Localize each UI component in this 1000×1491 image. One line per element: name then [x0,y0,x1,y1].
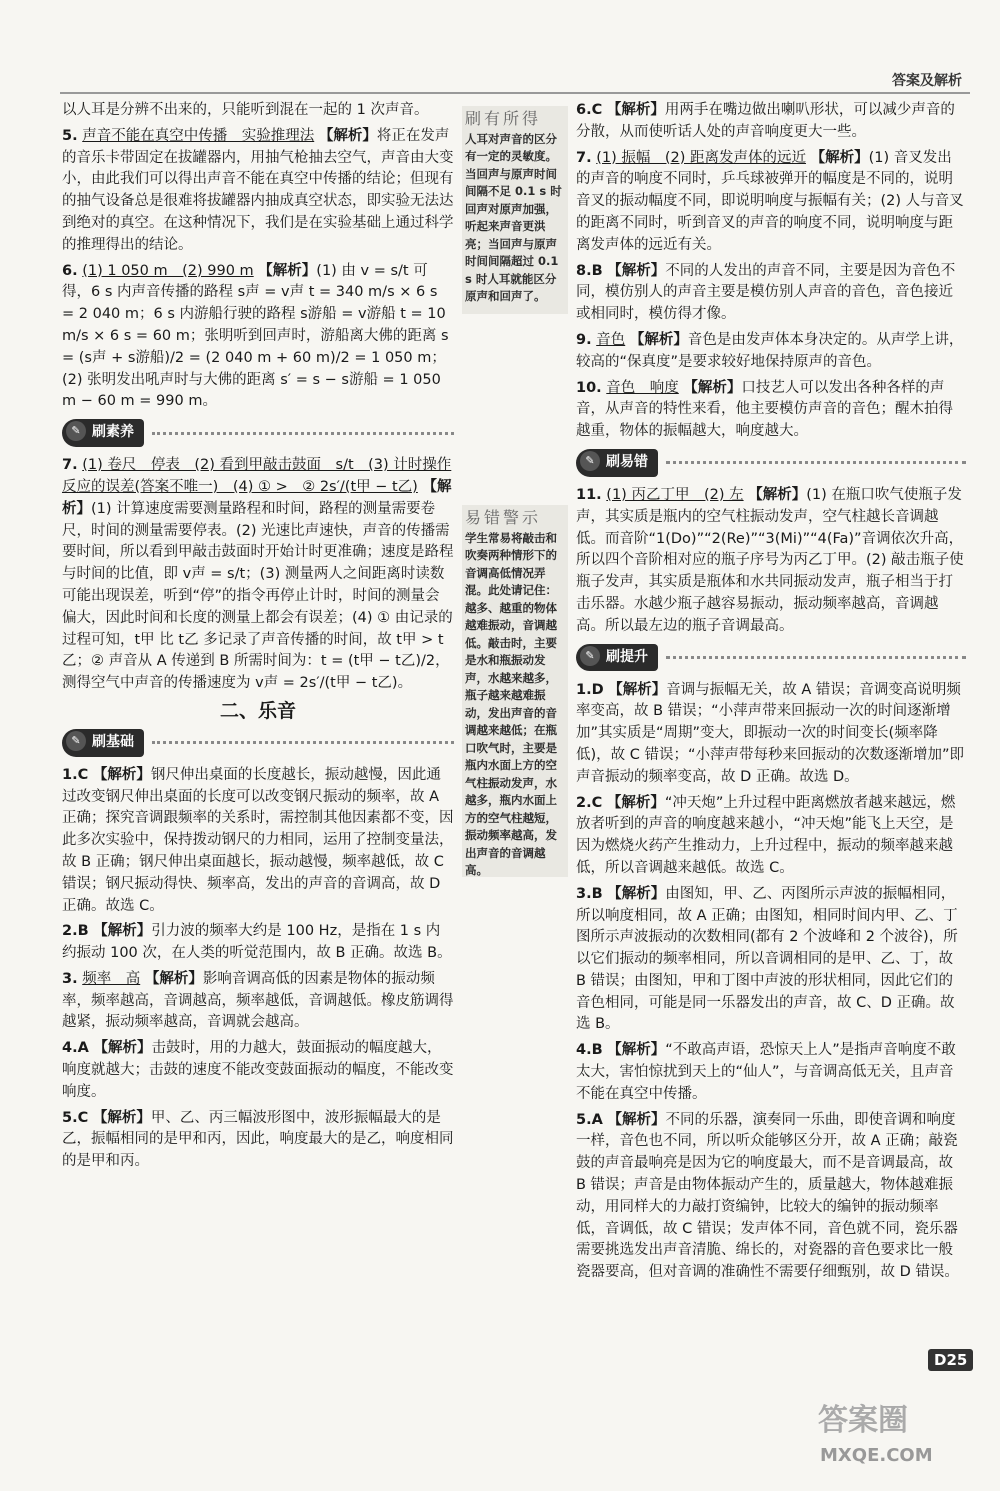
left-column [62,100,454,1177]
sidebar-note-gains: 刷有所得 人耳对声音的区分有一定的灵敏度。当回声与原声时间间隔不足 0.1 s 时回声对原声加强，听起来声音更洪亮；当回声与原声时间间隔超过 0.1 s 时人耳就能区分原声和回声了。 [462,106,568,314]
answer-item-r10: 10. 音色 响度 【解析】口技艺人可以发出各种各样的声音，从声音的特性来看，他主要模仿声音的音色；醒木拍得越重，物体的振幅越大，响度越大。 [576,379,953,440]
section-title: 二、乐音 [219,699,296,722]
answer-item-r11: 11. (1) 丙乙丁甲 (2) 左 【解析】(1) 在瓶口吹气使瓶子发声，其实质是瓶内的空气柱振动发声，空气柱越长音调越低。而音阶“1(Do)”“2(Re)”“3(Mi)”“4(Fa)”音调依次升高，所以四个音阶相对应的瓶子序号为丙乙丁甲。(2) 敲击瓶子使瓶子发声，其实质是瓶体和水共同振动发声，瓶子相当于打击乐器。水越少瓶子越容易振动，振动频率越高，音调越高。所以最左边的瓶子音调最高。 [576,486,964,634]
answer-item-r8: 8.B 【解析】不同的人发出的声音不同，主要是因为音色不同，模仿别人的声音主要是模仿别人声音的音色，音色接近或相同时，模仿得才像。 [576,262,956,323]
answer-item-t5: 5.A 【解析】不同的乐器，演奏同一乐曲，即使音调和响度一样，音色也不同，所以听众能够区分开，故 A 正确；敲瓷鼓的声音最响亮是因为它的响度最大，而不是音调最高，故 B 错误；声音是由物体振动产生的，质量越大，物体越难振动，用同样大的力敲打资编钟，比较大的编钟的振动频率低，音调低，故 C 错误；发声体不同，音色就不同，瓷乐器需要挑选发出声音清脆、绵长的，对瓷器的音色要求比一般瓷器要高，但对音调的准确性不需要仔细甄别，故 D 错误。 [576,1111,959,1281]
header-divider [60,92,970,94]
answer-item-r6: 6.C 【解析】用两手在嘴边做出喇叭形状，可以减少声音的分散，从而使听话人处的声音响度更大一些。 [576,102,955,140]
page-number: D25 [928,1349,973,1371]
answer-item-1: 1.C 【解析】钢尺伸出桌面的长度越长，振动越慢，因此通过改变钢尺伸出桌面的长度可以改变钢尺振动的频率，故 A 正确；探究音调跟频率的关系时，需控制其他因素都不变，因此多次实验中，保持拨动钢尺的力相同，运用了控制变量法，故 B 正确；钢尺伸出桌面越长，振动越慢，频率越低，故 C 错误；钢尺振动得快、频率高，发出的声音的音调高，故 D 正确。故选 C。 [62,766,454,914]
answer-item-t3: 3.B 【解析】由图知，甲、乙、丙图所示声波的振幅相同，所以响度相同，故 A 正确；由图知，相同时间内甲、乙、丁图所示声波振动的次数相同(都有 2 个波峰和 2 个波谷)，所以它们振动的频率相同，所以音调相同的是甲、乙、丁，故 B 错误；由图知，甲和丁图中声波的形状相同，因此它们的音色相同，可能是同一乐器发出的声音，故 C、D 正确。故选 B。 [576,885,958,1033]
answer-item-3: 3. 频率 高 【解析】影响音调高低的因素是物体的振动频率，频率越高，音调越高，频率越低，音调越低。橡皮筋调得越紧，振动频率越高，音调就会越高。 [62,970,454,1031]
answer-item-t2: 2.C 【解析】“冲天炮”上升过程中距离燃放者越来越远，燃放者听到的声音的响度越来越小，“冲天炮”能飞上天空，是因为燃烧火药产生推动力，上升过程中，振动的频率越来越低，所以音调越来越低。故选 C。 [576,794,956,876]
answer-item-7: 7. (1) 卷尺 停表 (2) 看到甲敲击鼓面 s/t (3) 计时操作反应的误差(答案不唯一) (4) ① > ② 2s′/(t甲 − t乙) 【解析】(1) 计算速度需要测量路程和时间，路程的测量需要卷尺，时间的测量需要停表。(2) 光速比声速快，声音的传播需要时间，所以看到甲敲击鼓面时开始计时更准确；速度是路程与时间的比值，即 v声 = s/t；(3) 测量两人之间距离时读数可能出现误差，听到“停”的指令再停止计时，时间的测量会偏大，因此时间和长度的测量上都会有误差；(4) ① 由记录的过程可知，t甲 比 t乙 多记录了声音传播的时间，故 t甲 > t乙；② 声音从 A 传递到 B 所需时间为：t = (t甲 − t乙)/2，测得空气中声音的传播速度为 v声 = 2s′/(t甲 − t乙)。 [62,457,454,692]
answer-item-4: 4.A 【解析】击鼓时，用的力越大，鼓面振动的幅度越大，响度就越大；击鼓的速度不能改变鼓面振动的幅度，不能改变响度。 [62,1040,454,1100]
answer-item-r9: 9. 音色 【解析】音色是由发声体本身决定的。从声学上讲，较高的“保真度”是要求较好地保持原声的音色。 [576,331,964,370]
answer-item-t1: 1.D 【解析】音调与振幅无关，故 A 错误；音调变高说明频率变高，故 B 错误；“小萍声带来回振动一次的时间逐渐增加”其实质是“周期”变大，即振动一次的时间变长(频率降低)，故 C 错误；“小萍声带每秒来回振动的次数逐渐增加”即声音振动的频率变高，故 D 正确。故选 D。 [576,681,965,785]
book-icon: ✎ [580,451,600,471]
answer-item-2: 2.B 【解析】引力波的频率大约是 100 Hz，是指在 1 s 内约振动 100 次，在人类的听觉范围内，故 B 正确。故选 B。 [62,923,452,962]
answer-item-5b: 5.C 【解析】甲、乙、丙三幅波形图中，波形振幅最大的是乙，振幅相同的是甲和丙，因此，响度最大的是乙，响度相同的是甲和丙。 [62,1109,454,1170]
header-title: 答案及解析 [892,73,962,89]
book-icon: ✎ [66,421,86,441]
answer-item-r7: 7. (1) 振幅 (2) 距离发声体的远近 【解析】(1) 音叉发出的声音的响度不同时，乒乓球被弹开的幅度是不同的，说明音叉的振动幅度不同，即说明响度与振幅有关；(2) 人与音叉的距离不同时，听到音叉的声音的响度不同，说明响度与距离发声体的远近有关。 [576,149,964,253]
banner-shuasuyang: ✎ 刷素养 [62,419,454,447]
left-top-text: 以人耳是分辨不出来的，只能听到混在一起的 1 次声音。 [62,102,429,118]
book-icon: ✎ [580,646,600,666]
sidebar-note-warning: 易错警示 学生常易将敲击和吹奏两种情形下的音调高低情况弄混。此处请记住：越多、越重的物体越难振动，音调越低。敲击时，主要是水和瓶振动发声，水越来越多，瓶子越来越难振动，发出声音的音调越来越低；在瓶口吹气时，主要是瓶内水面上方的空气柱振动发声，水越多，瓶内水面上方的空气柱越短，振动频率越高，发出声音的音调越高。 [462,505,568,877]
answer-item-5: 5. 声音不能在真空中传播 实验推理法 【解析】将正在发声的音乐卡带固定在拔罐器内，用抽气枪抽去空气，声音由大变小，由此我们可以得出声音不能在真空中传播的结论；但现有的抽气设备总是很难将拔罐器内抽成真空状态，即实验无法达到绝对的真空。在这种情况下，我们是在实验基础上通过科学的推理得出的结论。 [62,127,454,253]
banner-shuatisheng: ✎ 刷提升 [576,644,966,672]
answer-item-6: 6. (1) 1 050 m (2) 990 m 【解析】(1) 由 v = s/t 可得，6 s 内声音传播的路程 s声 = v声 t = 340 m/s × 6 s = 2 040 m；6 s 内游船行驶的路程 s游船 = v游船 t = 10 m/s × 6 s = 60 m；张明听到回声时，游船离大佛的距离 s = (s声 + s游船)/2 = (2 040 m + 60 m)/2 = 1 050 m；(2) 张明发出吼声时与大佛的距离 s′ = s − s游船 = 1 050 m − 60 m = 990 m。 [62,262,449,410]
banner-shuayicuo: ✎ 刷易错 [576,449,966,477]
right-column [576,100,966,1288]
banner-shuajichu: ✎ 刷基础 [62,729,454,757]
watermark-logo: 答案圈 [818,1403,908,1438]
answer-item-t4: 4.B 【解析】“不敢高声语，恐惊天上人”是指声音响度不敢太大，害怕惊扰到天上的“仙人”，与音调高低无关，且声音不能在真空中传播。 [576,1042,956,1102]
watermark-url: MXQE.COM [820,1445,933,1466]
book-icon: ✎ [66,731,86,751]
